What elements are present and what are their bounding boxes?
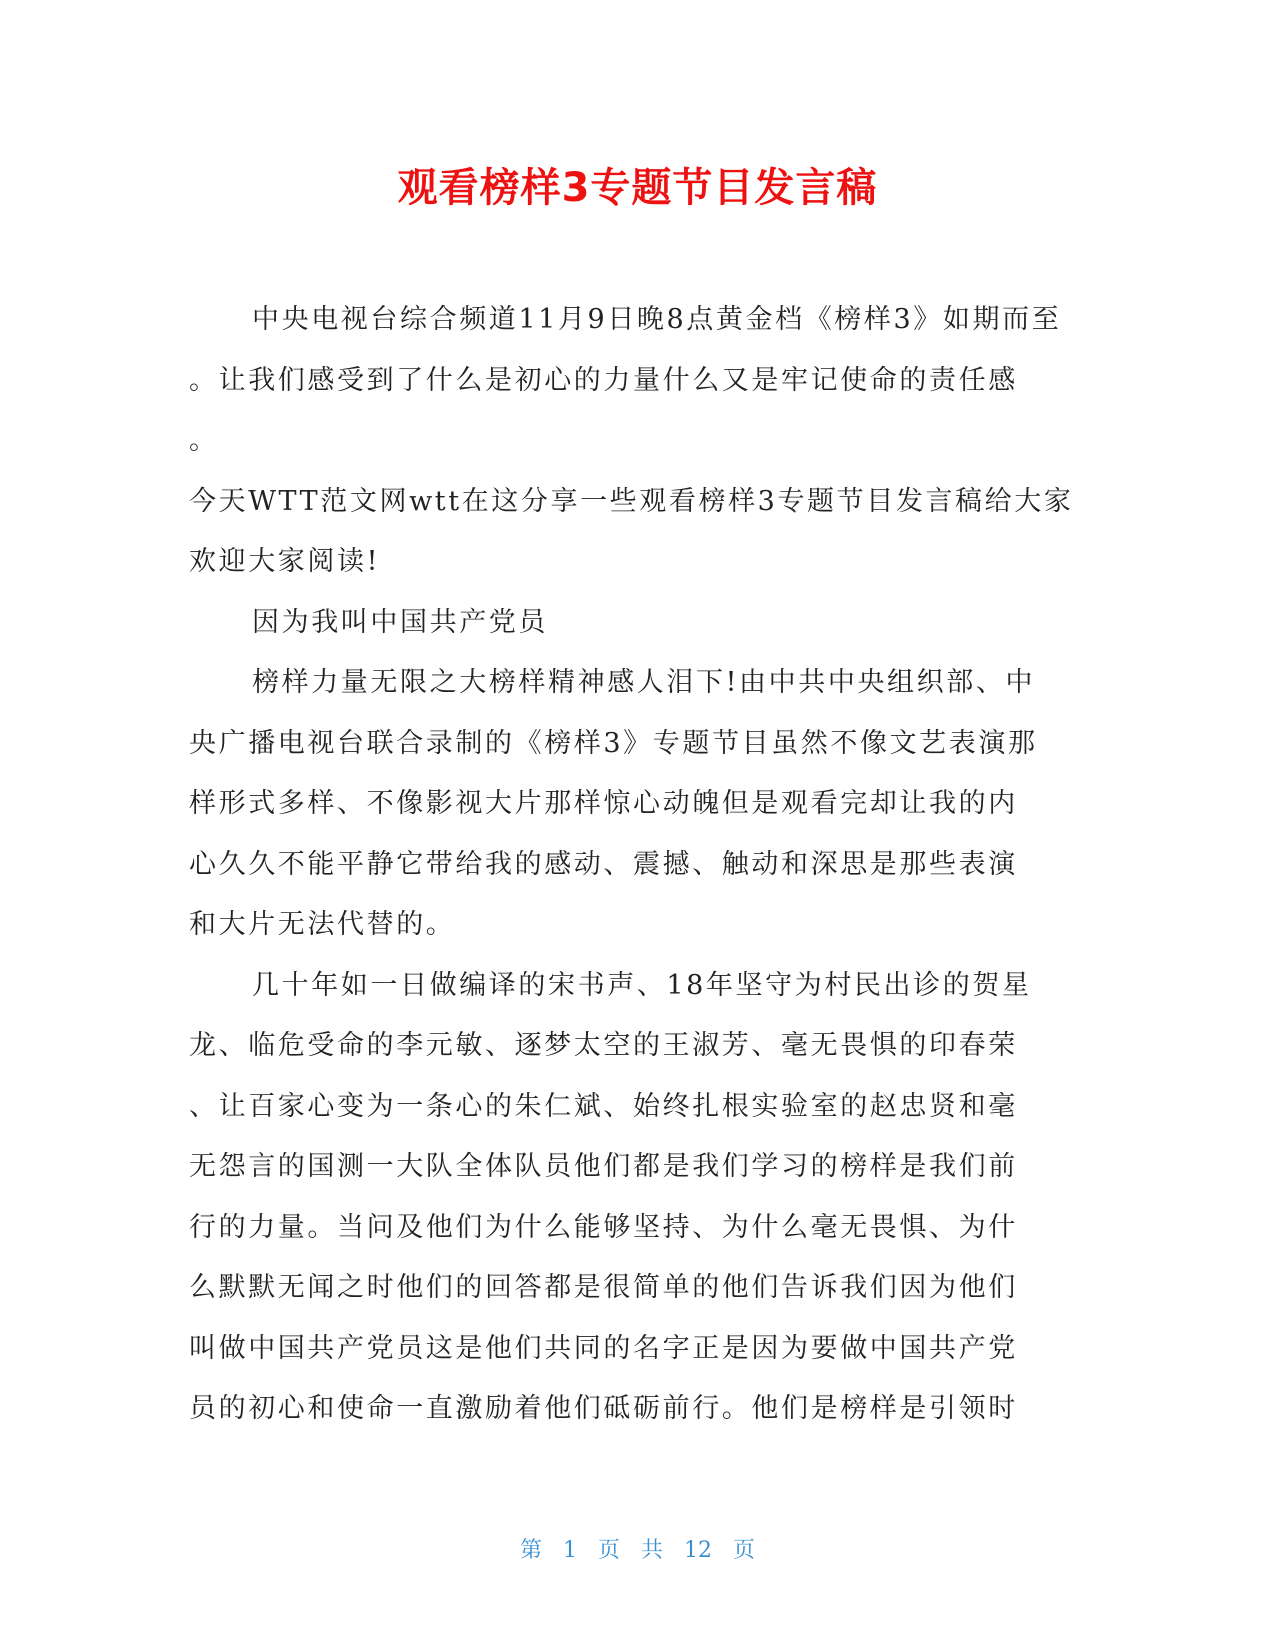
- text-line: 心久久不能平静它带给我的感动、震撼、触动和深思是那些表演: [189, 848, 1018, 880]
- footer-total-prefix: 共: [641, 1538, 664, 1563]
- footer-prefix: 第: [519, 1538, 542, 1563]
- text-line: 龙、临危受命的李元敏、逐梦太空的王淑芳、毫无畏惧的印春荣: [189, 1030, 1018, 1061]
- text-line: 今天WTT范文网wtt在这分享一些观看榜样3专题节目发言稿给大家: [189, 485, 1074, 517]
- text-line: 欢迎大家阅读!: [189, 546, 381, 577]
- text-line: 央广播电视台联合录制的《榜样3》专题节目虽然不像文艺表演那: [189, 727, 1038, 759]
- text-line: 榜样力量无限之大榜样精神感人泪下!由中共中央组织部、中: [252, 667, 1036, 698]
- text-line: 中央电视台综合频道11月9日晚8点黄金档《榜样3》如期而至: [252, 304, 1062, 335]
- text-line: 。让我们感受到了什么是初心的力量什么又是牢记使命的责任感: [189, 364, 1018, 396]
- text-line: 几十年如一日做编译的宋书声、18年坚守为村民出诊的贺星: [252, 969, 1032, 1001]
- footer-page-unit: 页: [597, 1538, 620, 1563]
- footer-page-number: 1: [562, 1538, 577, 1563]
- footer-total-pages: 12: [684, 1538, 713, 1563]
- text-line: 员的初心和使命一直激励着他们砥砺前行。他们是榜样是引领时: [189, 1393, 1018, 1424]
- text-line: 。: [189, 425, 219, 456]
- footer-total-unit: 页: [733, 1538, 756, 1563]
- document-body: [189, 290, 1089, 1440]
- text-line: 因为我叫中国共产党员: [252, 606, 548, 638]
- page-footer: [0, 1535, 1275, 1567]
- document-title: 观看榜样3专题节目发言稿: [397, 165, 878, 211]
- text-line: 和大片无法代替的。: [189, 909, 456, 940]
- text-line: 、让百家心变为一条心的朱仁斌、始终扎根实验室的赵忠贤和毫: [189, 1090, 1018, 1122]
- text-line: 么默默无闻之时他们的回答都是很简单的他们告诉我们因为他们: [189, 1272, 1018, 1303]
- text-line: 样形式多样、不像影视大片那样惊心动魄但是观看完却让我的内: [189, 788, 1018, 819]
- text-line: 无怨言的国测一大队全体队员他们都是我们学习的榜样是我们前: [189, 1151, 1018, 1182]
- text-line: 叫做中国共产党员这是他们共同的名字正是因为要做中国共产党: [189, 1332, 1018, 1364]
- text-line: 行的力量。当问及他们为什么能够坚持、为什么毫无畏惧、为什: [189, 1211, 1018, 1243]
